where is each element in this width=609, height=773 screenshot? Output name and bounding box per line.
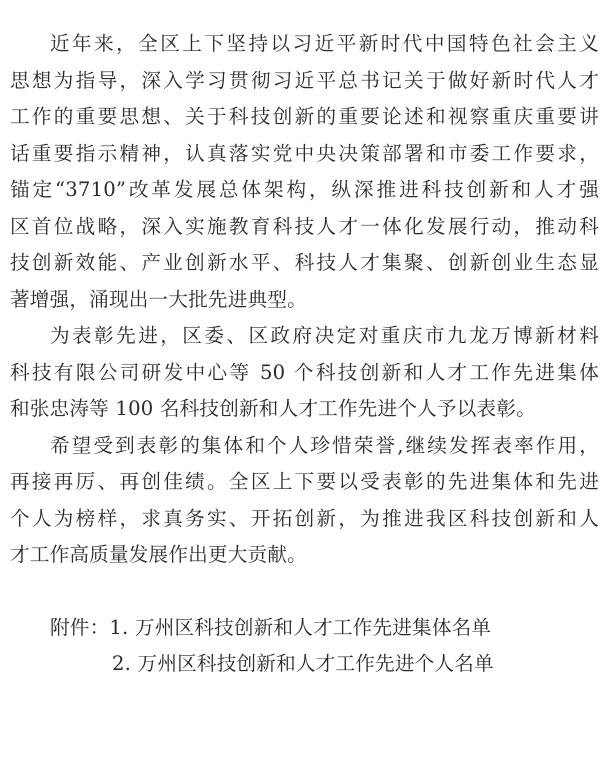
text-line: 再接再厉、再创佳绩。全区上下要以受表彰的先进集体和先进 bbox=[10, 470, 599, 493]
attachments-label: 附件： bbox=[50, 615, 110, 639]
text-line: 技创新效能、产业创新水平、科技人才集聚、创新创业生态显 bbox=[10, 251, 599, 274]
text-line: 个人为榜样，求真务实、开拓创新，为推进我区科技创新和人 bbox=[10, 506, 599, 530]
attachment-item-2 bbox=[10, 646, 599, 683]
text-line: 和张忠涛等 100 名科技创新和人才工作先进个人予以表彰。 bbox=[10, 397, 536, 420]
text-line: 科技有限公司研发中心等 50 个科技创新和人才工作先进集体 bbox=[10, 360, 599, 384]
text-line: 锚定“3710”改革发展总体架构，纵深推进科技创新和人才强 bbox=[10, 178, 599, 201]
attachment-title: 2. 万州区科技创新和人才工作先进个人名单 bbox=[112, 652, 494, 675]
text-line: 希望受到表彰的集体和个人珍惜荣誉,继续发挥表率作用， bbox=[50, 433, 599, 457]
text-line: 工作的重要思想、关于科技创新的重要论述和视察重庆重要讲 bbox=[10, 105, 599, 128]
attachment-item-1 bbox=[10, 610, 599, 647]
paragraph-achievements bbox=[10, 26, 599, 318]
paragraph-commendation bbox=[10, 318, 599, 428]
text-line: 才工作高质量发展作出更大贡献。 bbox=[10, 543, 307, 566]
text-line: 著增强，涌现出一大批先进典型。 bbox=[10, 287, 307, 311]
paragraph-expectations bbox=[10, 428, 599, 574]
text-line: 思想为指导，深入学习贯彻习近平总书记关于做好新时代人才 bbox=[10, 68, 599, 92]
text-line: 话重要指示精神，认真落实党中央决策部署和市委工作要求， bbox=[10, 141, 599, 165]
text-line: 为表彰先进，区委、区政府决定对重庆市九龙万博新材料 bbox=[50, 324, 599, 347]
attachment-title: 1. 万州区科技创新和人才工作先进集体名单 bbox=[109, 615, 492, 639]
text-line: 近年来，全区上下坚持以习近平新时代中国特色社会主义 bbox=[50, 32, 599, 55]
text-line: 区首位战略，深入实施教育科技人才一体化发展行动，推动科 bbox=[10, 214, 599, 238]
blank-line bbox=[10, 574, 599, 610]
attachments-section bbox=[10, 610, 599, 683]
